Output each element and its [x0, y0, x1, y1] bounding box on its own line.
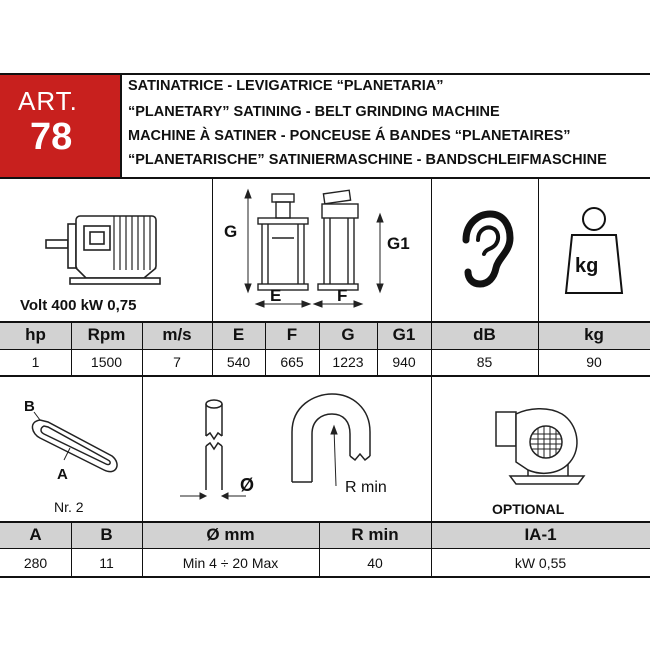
- rule-specs-bottom: [0, 375, 650, 377]
- weight-icon: [564, 205, 624, 295]
- spec2-value-diameter: Min 4 ÷ 20 Max: [182, 555, 279, 571]
- rule-specs2-top: [0, 521, 650, 523]
- optional-label: OPTIONAL: [492, 501, 565, 517]
- rule-v-badge: [120, 73, 122, 178]
- dim-label-f: F: [337, 286, 348, 305]
- electric-motor-icon: [40, 208, 170, 288]
- spec-header-db: dB: [473, 325, 496, 344]
- spec2-header-b: B: [100, 525, 113, 544]
- spec2-header-rmin: R min: [351, 525, 399, 544]
- ear-icon: [458, 210, 514, 290]
- spec-header-g1: G1: [392, 325, 416, 344]
- title-it: SATINATRICE - LEVIGATRICE “PLANETARIA”: [128, 78, 444, 94]
- spec-header-kg: kg: [584, 325, 604, 344]
- spec-value-g: 1223: [332, 354, 364, 370]
- spec2-header-diameter: Ø mm: [206, 525, 255, 544]
- rmin-label: R min: [345, 479, 387, 496]
- motor-caption: Volt 400 kW 0,75: [20, 297, 137, 314]
- rule-v-drawing: [431, 178, 432, 323]
- article-number: 78: [30, 116, 73, 158]
- dim-label-g1: G1: [387, 234, 410, 253]
- rule-specs2-mid: [0, 548, 650, 549]
- belt-caption: Nr. 2: [54, 499, 84, 515]
- title-en: “PLANETARY” SATINING - BELT GRINDING MACHINE: [128, 104, 500, 120]
- dim-label-g: G: [224, 222, 238, 241]
- diameter-symbol: Ø: [240, 475, 255, 495]
- rule-v-belt: [142, 376, 143, 522]
- bent-tube-icon: [282, 386, 382, 492]
- spec2-value-rmin: 40: [367, 555, 383, 571]
- rule-top: [0, 73, 650, 75]
- spec-header-ms: m/s: [162, 325, 192, 344]
- spec-value-rpm: 1500: [90, 354, 123, 370]
- spec2-header-ia1: IA-1: [524, 525, 557, 544]
- spec-value-f: 665: [280, 354, 304, 370]
- rule-v-bend: [431, 376, 432, 522]
- spec-value-g1: 940: [392, 354, 416, 370]
- article-label: ART.: [18, 86, 78, 116]
- spec2-value-a: 280: [23, 555, 48, 571]
- weight-label: kg: [575, 255, 599, 277]
- spec-value-e: 540: [226, 354, 251, 370]
- rule-bottom: [0, 576, 650, 578]
- spec-header-f: F: [286, 325, 298, 344]
- spec2-value-ia1: kW 0,55: [514, 555, 567, 571]
- spec-header-hp: hp: [25, 325, 46, 344]
- spec-header-rpm: Rpm: [87, 325, 126, 344]
- spec2-value-b: 11: [99, 555, 114, 571]
- aspirator-fan-icon: [488, 404, 588, 488]
- rule-v-ear: [538, 178, 539, 323]
- spec-header-e: E: [232, 325, 245, 344]
- belt-label-b: B: [24, 398, 35, 415]
- spec-value-db: 85: [476, 354, 493, 370]
- title-fr: MACHINE À SATINER - PONCEUSE Á BANDES “PLANETAIRES”: [128, 128, 571, 144]
- spec-value-kg: 90: [586, 354, 602, 370]
- spec-header-g: G: [341, 325, 355, 344]
- spec2-header-a: A: [29, 525, 42, 544]
- spec-value-ms: 7: [173, 354, 181, 370]
- rule-specs-mid: [0, 349, 650, 350]
- belt-label-a: A: [57, 466, 68, 483]
- dim-label-e: E: [270, 286, 282, 305]
- title-de: “PLANETARISCHE” SATINIERMASCHINE - BANDSCHLEIFMASCHINE: [128, 152, 607, 168]
- spec-value-hp: 1: [31, 354, 40, 370]
